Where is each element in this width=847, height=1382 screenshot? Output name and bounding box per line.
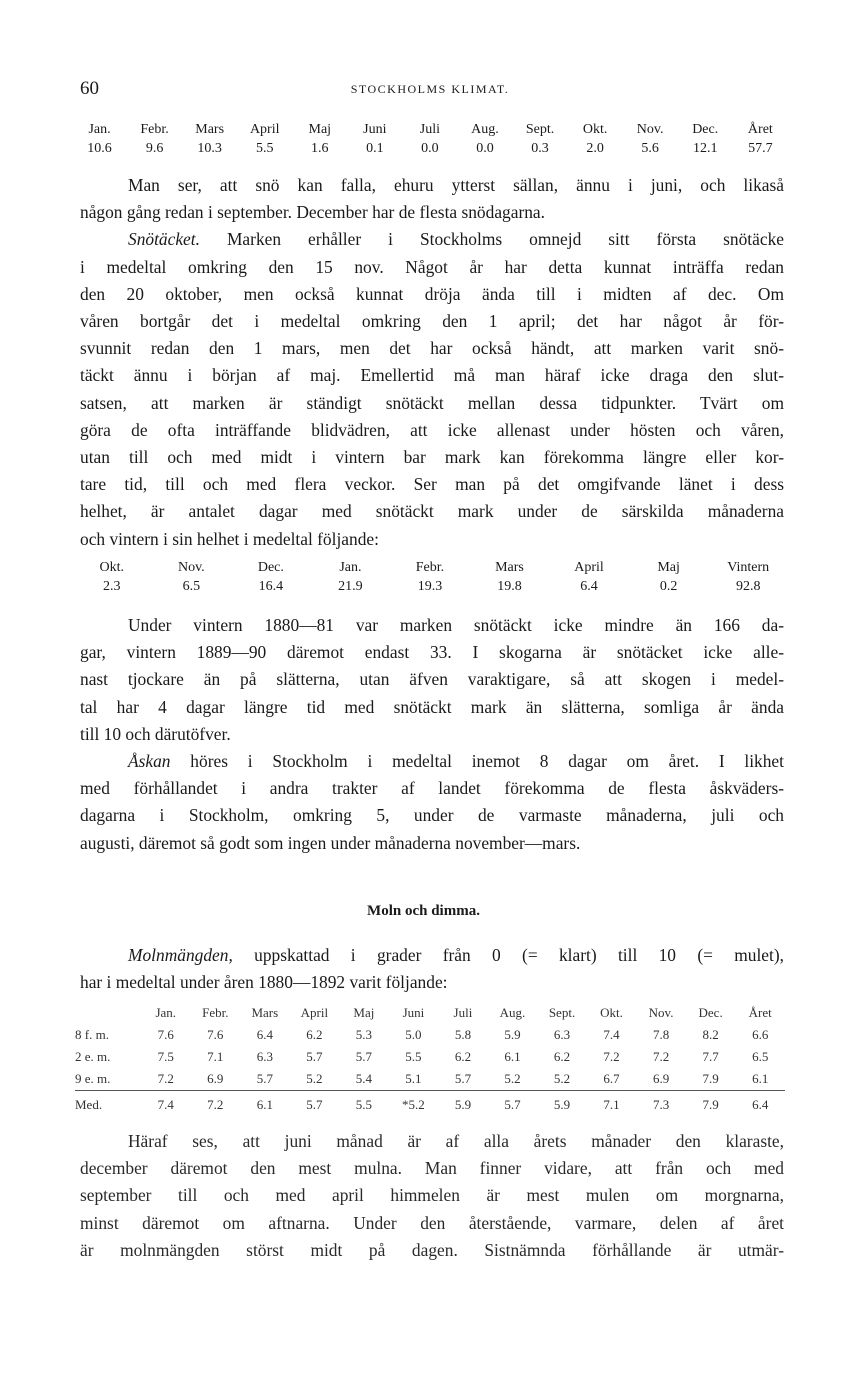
text-line: december däremot den mest mulna. Man finner vidare, att från och med [80,1158,784,1179]
cloudiness-table [75,1002,785,1119]
table-cell: 6.1 [504,1049,521,1064]
table-cell: 92.8 [735,578,761,594]
table-cell: 5.7 [355,1049,373,1064]
text-line: tare tid, till och med flera veckor. Ser man på det omgifvande länet i dess [80,474,784,495]
table-cell: 7.5 [157,1049,174,1064]
table-header-cell: April [300,1005,329,1020]
text-line: i medeltal omkring den 15 nov. Något år har detta kunnat inträffa redan [80,256,784,277]
row-label: 9 e. m. [75,1071,111,1086]
row-label: Med. [75,1097,103,1112]
text-line: satsen, att marken är ständigt snötäckt mellan dessa tidpunkter. Tvärt om [80,392,784,413]
table-cell: 7.3 [652,1097,670,1112]
table-cell: 19.8 [497,578,522,594]
table-cell: 5.9 [454,1097,472,1112]
table-cell: 0.0 [421,140,439,156]
table-header-cell: April [574,559,604,575]
text-line: våren bortgår det i medeltal omkring den 1 april; det har något år för- [80,311,784,332]
text-line: minst däremot om aftnarna. Under den återstående, varmare, delen af året [80,1212,784,1233]
text-line: svunnit redan den 1 mars, men det har också händt, att marken varit snö- [80,338,784,359]
table-header-cell: Dec. [257,559,284,575]
table-row [75,1068,785,1091]
row-label: 8 f. m. [75,1027,109,1042]
table-cell: 12.1 [692,140,718,156]
page-number: 60 [80,78,99,99]
table-cell: 7.9 [702,1071,719,1086]
italic-lead: Molnmängden, [128,945,233,965]
table-cell: 5.6 [641,140,659,156]
text-line: helhet, är antalet dagar med snötäckt mark under de särskilda månaderna [80,501,784,522]
table-cell: 7.4 [603,1027,620,1042]
text-line: Molnmängden, uppskattad i grader från 0 (= klart) till 10 (= mulet), [128,945,784,965]
table-cell: 7.6 [207,1027,224,1042]
table-header-cell: Okt. [99,559,125,575]
text-line: täckt ännu i början af maj. Emellertid må man häraf icke draga den slut- [80,365,784,386]
table-cell: 7.9 [702,1097,719,1112]
table-header-cell: Juni [402,1005,425,1020]
text-line: göra de ofta inträffande blidvädren, att icke allenast under hösten och våren, [80,419,784,440]
table-cell: *5.2 [402,1097,425,1112]
text-line: och vintern i sin helhet i medeltal följande: [80,528,379,549]
table-cell: 6.7 [603,1071,620,1086]
table-row [75,1024,785,1046]
table-header-cell: Dec. [698,1005,723,1020]
table-row [75,1091,785,1119]
table-header-cell [75,1002,141,1024]
table-cell: 7.4 [157,1097,174,1112]
table-cell: 0.0 [476,140,494,156]
text-line: Snötäcket. Marken erhåller i Stockholms omnejd sitt första snötäcke [128,229,784,250]
table-header-cell: Mars [195,121,225,137]
table-header-cell: Sept. [525,121,555,137]
table-cell: 5.9 [553,1097,571,1112]
table-cell: 5.3 [355,1027,373,1042]
table-header-cell: Året [748,1005,772,1020]
table-header-cell: Aug. [471,121,499,137]
table-cell: 0.2 [659,578,678,594]
table-cell: 6.9 [652,1071,670,1086]
table-header-cell: Maj [353,1005,375,1020]
section-heading: Moln och dimma. [367,903,480,919]
table-cell: 6.5 [752,1049,769,1064]
table-header-cell: Jan. [339,559,362,575]
table-cell: 5.7 [504,1097,521,1112]
table-header-cell: Nov. [177,559,205,575]
table-header-cell: Jan. [88,121,111,137]
italic-lead: Snötäcket. [128,229,200,250]
table-header-cell: Dec. [692,121,719,137]
table-header-cell: Maj [657,559,680,575]
table-header-cell: Juni [363,121,387,137]
table-cell: 5.7 [306,1097,323,1112]
text-line: Åskan höres i Stockholm i medeltal inemot 8 dagar om året. I likhet [128,751,784,772]
italic-lead: Åskan [128,751,171,772]
text-line: augusti, däremot så godt som ingen under månaderna november—mars. [80,832,581,853]
table-cell: 1.6 [311,140,329,156]
text-line: någon gång redan i september. December har de flesta snödagarna. [80,202,546,223]
table-header-cell: April [249,121,280,137]
page-header [80,78,780,102]
text-line: september till och med april himmelen är mest mulen om morgnarna, [80,1185,784,1206]
text-line: med förhållandet i andra trakter af landet förekomma de flesta åskväders- [80,778,784,799]
snow-days-table [72,120,788,158]
row-label: 2 e. m. [75,1049,111,1064]
table-header-cell: Febr. [202,1005,229,1020]
table-cell: 5.5 [355,1097,373,1112]
text-line: tal har 4 dagar längre tid med snötäckt mark än slätterna, somliga år ända [80,696,784,717]
table-cell: 7.1 [603,1097,620,1112]
table-cell: 5.0 [405,1027,422,1042]
table-cell: 6.4 [752,1097,769,1112]
table-cell: 5.9 [504,1027,521,1042]
table-header-cell: Okt. [582,121,608,137]
table-cell: 5.1 [405,1071,422,1086]
table-cell: 5.7 [256,1071,273,1086]
table-cell: 5.2 [504,1071,521,1086]
table-cell: 6.2 [454,1049,472,1064]
text-line: till 10 och därutöfver. [80,723,231,744]
table-cell: 0.1 [366,140,384,156]
paragraph-cloudiness-analysis [80,1128,784,1264]
table-cell: 6.9 [207,1071,224,1086]
text-line: gar, vintern 1889—90 däremot endast 33. I skogarna är snötäcket icke alle- [80,642,784,663]
table-header-cell: Juli [419,121,441,137]
table-cell: 6.3 [553,1027,571,1042]
table-row [75,1046,785,1068]
table-header-cell: Jan. [155,1005,177,1020]
table-cell: 7.7 [702,1049,719,1064]
table-cell: 7.2 [603,1049,620,1064]
table-cell: 9.6 [145,140,164,156]
table-cell: 5.7 [306,1049,323,1064]
text-line: är molnmängden störst midt på dagen. Sistnämnda förhållande är utmär- [80,1239,784,1260]
table-header-cell: Sept. [548,1005,576,1020]
table-header-cell: Maj [308,121,332,137]
table-header-cell: Mars [495,559,524,575]
table-header-cell: Febr. [415,559,445,575]
table-cell: 6.1 [256,1097,273,1112]
table-cell: 7.2 [652,1049,670,1064]
table-header-cell: Febr. [140,121,169,137]
table-cell: 5.4 [355,1071,373,1086]
table-cell: 6.5 [182,578,201,594]
table-cell: 16.4 [258,578,284,594]
paragraph-cloudiness-intro [80,942,784,996]
table-cell: 6.4 [256,1027,273,1042]
table-cell: 7.1 [207,1049,224,1064]
table-header-cell: Vintern [727,559,770,575]
table-cell: 5.7 [454,1071,472,1086]
table-cell: 10.6 [87,140,112,156]
table-cell: 5.5 [405,1049,422,1064]
table-cell: 6.3 [256,1049,273,1064]
table-cell: 7.2 [207,1097,224,1112]
table-cell: 7.8 [652,1027,670,1042]
paragraph-snow-cover [80,172,784,553]
text-line: utan till och med midt i vintern bar mark kan förekomma längre eller kor- [80,447,784,468]
table-cell: 57.7 [748,140,773,156]
table-cell: 5.2 [553,1071,571,1086]
table-header-cell: Nov. [648,1005,674,1020]
table-header-cell: Nov. [636,121,664,137]
table-cell: 5.2 [306,1071,323,1086]
paragraph-winter-thunder [80,612,784,857]
table-header-cell: Okt. [600,1005,623,1020]
text-line: har i medeltal under åren 1880—1892 varit följande: [80,972,448,993]
table-cell: 5.8 [454,1027,472,1042]
table-cell: 2.0 [586,140,604,156]
text-line: Under vintern 1880—81 var marken snötäckt icke mindre än 166 da- [128,615,784,635]
table-cell: 6.2 [553,1049,571,1064]
table-cell: 6.4 [580,578,598,594]
table-cell: 2.3 [103,578,121,594]
text-line: dagarna i Stockholm, omkring 5, under de varmaste månaderna, juli och [80,805,784,826]
table-header-cell: Mars [251,1005,279,1020]
table-header-cell: Juli [453,1005,473,1020]
table-cell: 0.3 [531,140,549,156]
table-cell: 19.3 [417,578,443,594]
table-cell: 6.1 [752,1071,769,1086]
text-line: Man ser, att snö kan falla, ehuru ytterst sällan, ännu i juni, och likaså [128,175,784,195]
table-cell: 5.5 [255,140,274,156]
table-header-cell: Året [747,121,773,137]
table-cell: 10.3 [197,140,222,156]
text-line: Häraf ses, att juni månad är af alla årets månader den klaraste, [128,1131,784,1151]
table-header-cell: Aug. [499,1005,526,1020]
table-cell: 7.6 [157,1027,174,1042]
table-cell: 7.2 [157,1071,174,1086]
table-cell: 6.6 [752,1027,769,1042]
text-line: den 20 oktober, men också kunnat dröja ända till i midten af dec. Om [80,283,784,304]
table-cell: 8.2 [702,1027,719,1042]
running-title: STOCKHOLMS KLIMAT. [350,82,510,96]
text-line: nast tjockare än på slätterna, utan äfven varaktigare, så att skogen i medel- [80,669,784,690]
table-cell: 6.2 [306,1027,323,1042]
snow-cover-days-table [72,558,788,596]
table-cell: 21.9 [338,578,363,594]
